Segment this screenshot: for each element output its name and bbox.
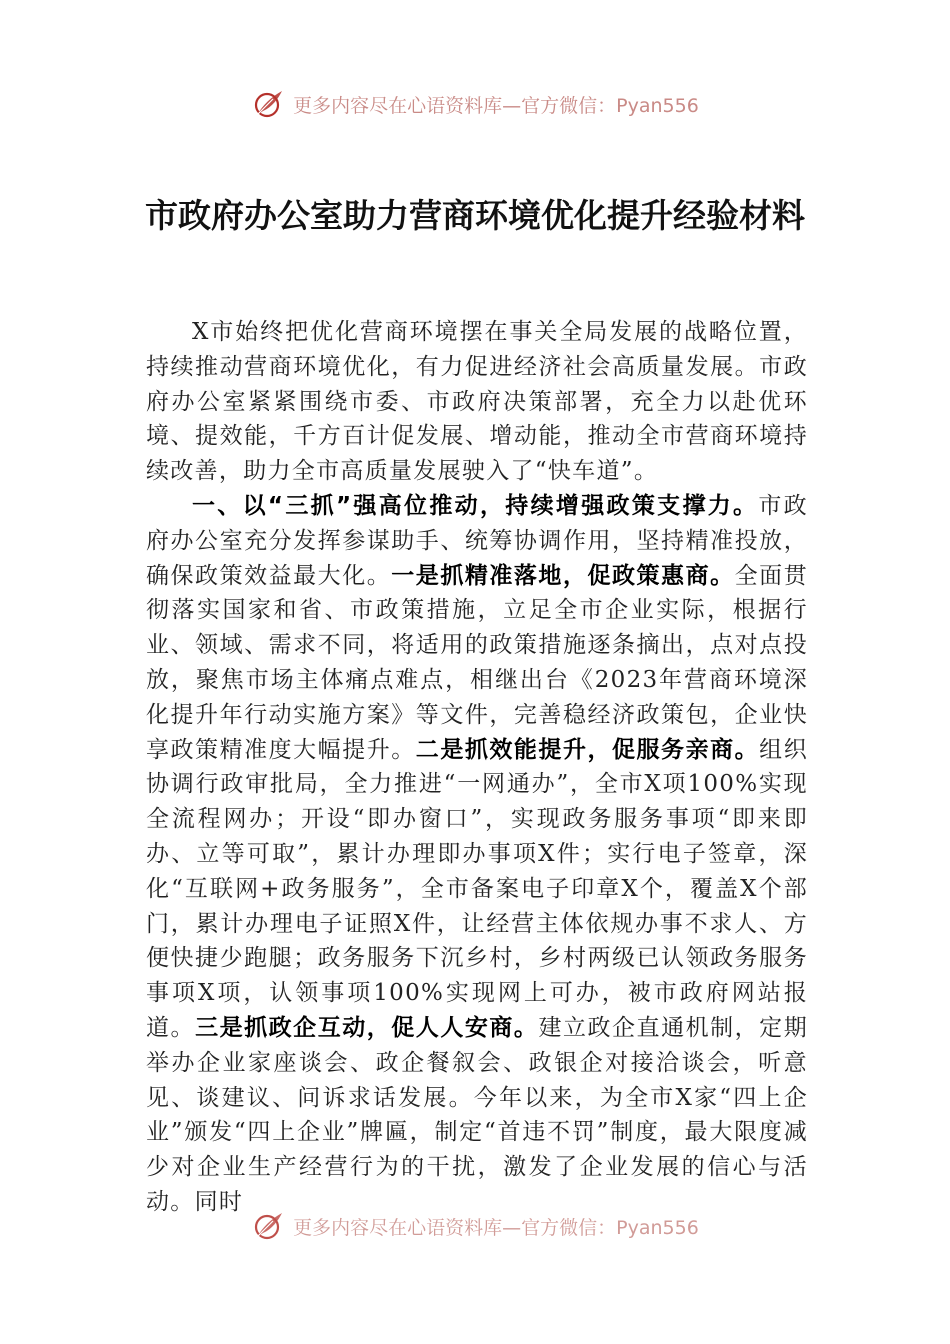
footer-watermark	[0, 1210, 950, 1242]
point-2-text: 组织协调行政审批局，全力推进“一网通办”，全市X项100%实现全流程网办；开设“即办窗口”，实现政务服务事项“即来即办、立等可取”，累计办理即办事项X件；实行电子签章，深化“互联网+政务服务”，全市备案电子印章X个，覆盖X个部门，累计办理电子证照X件，让经营主体依规办事不求人、方便快捷少跑腿；政务服务下沉乡村，乡村两级已认领政务服务事项X项，认领事项100%实现网上可办，被市政府网站报道。	[146, 736, 808, 1041]
section-1-paragraph	[146, 489, 808, 1220]
watermark-text: 更多内容尽在心语资料库—官方微信：Pyan556	[293, 1216, 699, 1239]
point-1-text: 全面贯彻落实国家和省、市政策措施，立足全市企业实际，根据行业、领域、需求不同，将适用的政策措施逐条摘出，点对点投放，聚焦市场主体痛点难点，相继出台《2023年营商环境深化提升年行动实施方案》等文件，完善稳经济政策包，企业快享政策精准度大幅提升。	[146, 562, 808, 763]
feather-logo-icon	[251, 1209, 285, 1243]
header-watermark	[0, 86, 950, 122]
section-1-lead: 市政府办公室充分发挥参谋助手、统筹协调作用，坚持精准投放，确保政策效益最大化。	[146, 492, 808, 589]
document-body	[146, 315, 808, 1220]
point-2-heading: 二是抓效能提升，促服务亲商。	[415, 736, 760, 763]
feather-logo-icon	[251, 87, 285, 121]
point-3-heading: 三是抓政企互动，促人人安商。	[195, 1014, 539, 1041]
point-3-text: 建立政企直通机制，定期举办企业家座谈会、政企餐叙会、政银企对接洽谈会，听意见、谈建议、问诉求话发展。今年以来，为全市X家“四上企业”颁发“四上企业”牌匾，制定“首违不罚”制度，最大限度减少对企业生产经营行为的干扰，激发了企业发展的信心与活动。同时	[146, 1014, 808, 1215]
intro-paragraph: X市始终把优化营商环境摆在事关全局发展的战略位置，持续推动营商环境优化，有力促进经济社会高质量发展。市政府办公室紧紧围绕市委、市政府决策部署，充全力以赴优环境、提效能，千方百计促发展、增动能，推动全市营商环境持续改善，助力全市高质量发展驶入了“快车道”。	[146, 319, 808, 485]
document-title: 市政府办公室助力营商环境优化提升经验材料	[145, 196, 805, 235]
point-1-heading: 一是抓精准落地，促政策惠商。	[391, 562, 735, 589]
watermark-text: 更多内容尽在心语资料库—官方微信：Pyan556	[293, 94, 699, 117]
section-1-heading: 一、以“三抓”强高位推动，持续增强政策支撑力。	[192, 492, 759, 519]
